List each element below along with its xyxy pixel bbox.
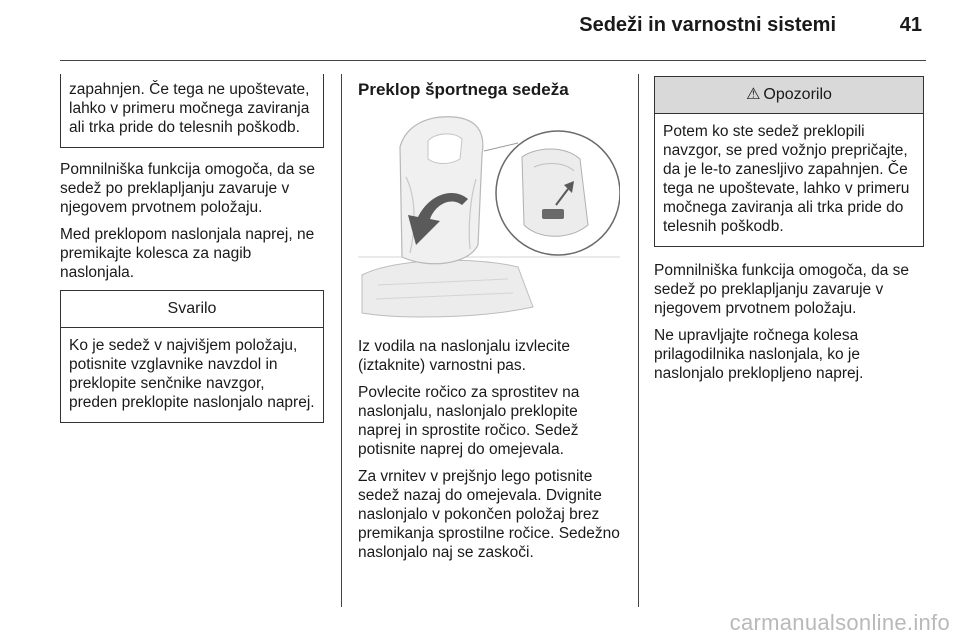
section-title: Preklop športnega sedeža <box>358 80 569 99</box>
caution-text: Ko je sedež v najvišjem položaju, potisnite vzglavnike navzdol in preklopite senčnike navzgor, preden preklopite naslonjalo naprej. <box>69 337 315 411</box>
page-number: 41 <box>899 14 922 36</box>
column-middle <box>358 78 622 570</box>
return-instruction-paragraph: Za vrnitev v prejšnjo lego potisnite sedež nazaj do omejevala. Dvignite naslonjalo v pokončen položaj brez premikanja sprostilne ročice. Sedežno naslonjalo naj se zaskoči. <box>358 468 620 561</box>
header-rule <box>60 60 926 61</box>
caution-title: Svarilo <box>61 291 323 328</box>
belt-instruction-paragraph: Iz vodila na naslonjalu izvlecite (iztaknite) varnostni pas. <box>358 338 570 374</box>
column-right <box>654 78 924 391</box>
warning-box <box>654 76 924 247</box>
warning-title: Opozorilo <box>763 86 832 103</box>
column-divider <box>638 74 639 607</box>
warning-text: Potem ko ste sedež preklopili navzgor, se pred vožnjo prepričajte, da je le-to zanesljivo zapahnjen. Če tega ne upoštevate, lahko v primeru močnega zaviranja ali trka pride do telesnih poškodb. <box>663 123 910 235</box>
warning-box-header <box>655 77 923 114</box>
caution-box <box>60 290 324 423</box>
recline-note-paragraph: Med preklopom naslonjala naprej, ne premikajte kolesca za nagib naslonjala. <box>60 226 315 281</box>
watermark: carmanualsonline.info <box>729 610 950 635</box>
column-left <box>60 78 324 423</box>
warning-continuation-text: zapahnjen. Če tega ne upoštevate, lahko v primeru močnega zaviranja ali trka pride do telesnih poškodb. <box>69 81 310 136</box>
warning-box-continuation <box>60 74 324 148</box>
handwheel-note-paragraph: Ne upravljajte ročnega kolesa prilagodilnika naslonjala, ko je naslonjalo preklopljeno naprej. <box>654 327 864 382</box>
column-divider <box>341 74 342 607</box>
warning-triangle-icon: ⚠ <box>746 86 761 103</box>
fold-instruction-paragraph: Povlecite ročico za sprostitev na naslonjalu, naslonjalo preklopite naprej in sprostite ročico. Sedež potisnite naprej do omejevala. <box>358 384 580 458</box>
memory-function-paragraph: Pomnilniška funkcija omogoča, da se sedež po preklapljanju zavaruje v njegovem prvotnem položaju. <box>60 161 316 216</box>
seat-illustration-svg <box>358 107 620 323</box>
page-header-title: Sedeži in varnostni sistemi <box>579 14 836 36</box>
seat-fold-illustration <box>358 107 620 323</box>
memory-function-paragraph: Pomnilniška funkcija omogoča, da se sedež po preklapljanju zavaruje v njegovem prvotnem položaju. <box>654 262 910 317</box>
